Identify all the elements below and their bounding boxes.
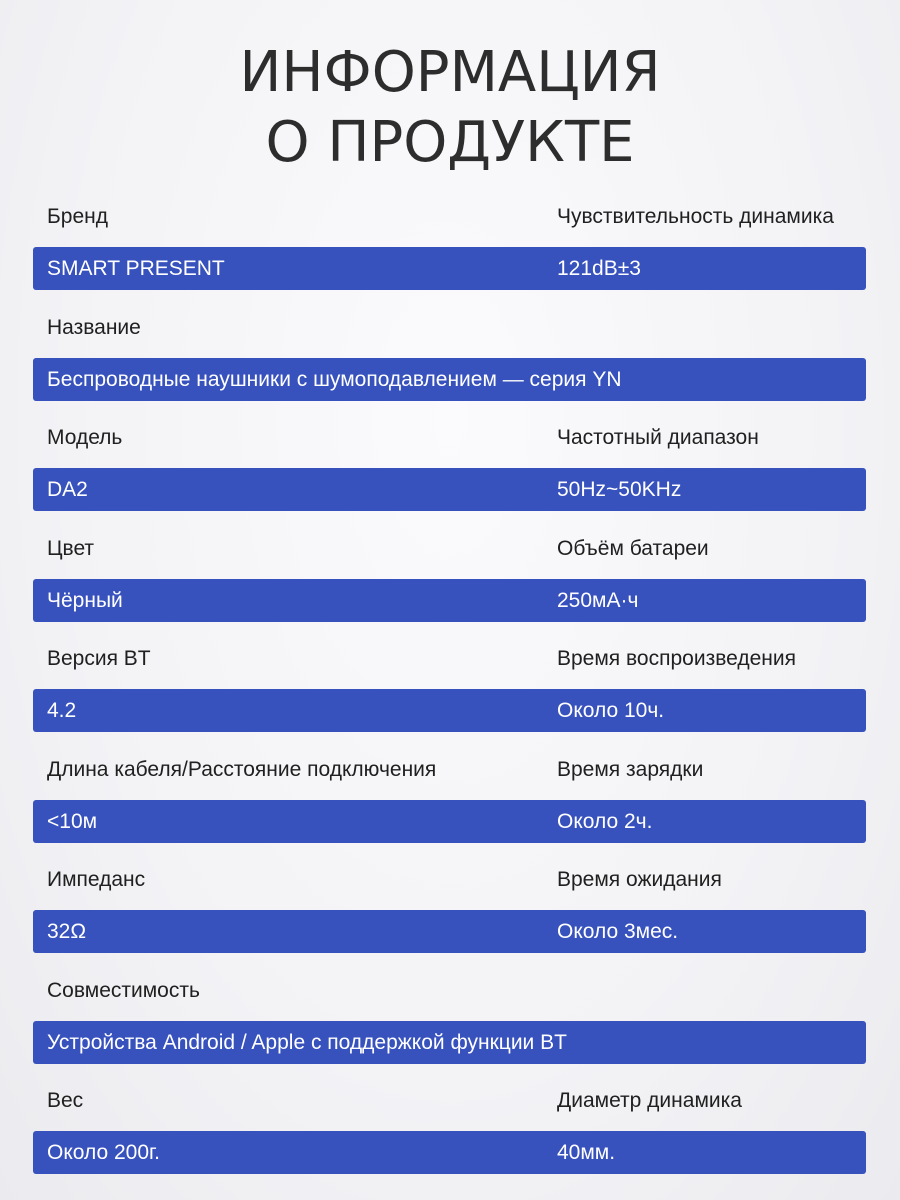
value-compatibility: Устройства Android / Apple с поддержкой функции BT (47, 1030, 567, 1054)
label-row (0, 1073, 900, 1129)
label-model: Модель (47, 426, 123, 449)
value-bar (33, 689, 866, 732)
value-range: <10м (47, 809, 98, 833)
value-sensitivity: 121dB±3 (557, 257, 641, 280)
spec-group-weight (0, 1073, 900, 1184)
value-impedance: 32Ω (47, 920, 87, 943)
value-frequency: 50Hz~50KHz (557, 478, 682, 501)
label-range: Длина кабеля/Расстояние подключения (47, 757, 437, 781)
value-play-time: Около 10ч. (557, 699, 665, 722)
label-row (0, 300, 900, 356)
label-row (0, 189, 900, 245)
label-row (0, 852, 900, 908)
value-charge-time: Около 2ч. (557, 809, 653, 833)
label-brand: Бренд (47, 205, 108, 228)
value-brand: SMART PRESENT (47, 257, 225, 280)
label-row (0, 631, 900, 687)
value-bt-version: 4.2 (47, 699, 77, 722)
label-color: Цвет (47, 536, 95, 560)
label-charge-time: Время зарядки (557, 757, 704, 781)
spec-group-range (0, 742, 900, 853)
value-name: Беспроводные наушники с шумоподавлением — серия YN (47, 367, 622, 391)
label-bt-version: Версия BT (47, 647, 151, 670)
value-driver-diameter: 40мм. (557, 1141, 616, 1164)
label-compatibility: Совместимость (47, 978, 200, 1002)
value-weight: Около 200г. (47, 1141, 160, 1164)
spec-group-bt-version (0, 631, 900, 742)
value-bar (33, 1021, 866, 1064)
value-battery: 250мА·ч (557, 588, 639, 612)
label-sensitivity: Чувствительность динамика (557, 205, 834, 228)
spec-table (0, 189, 900, 1184)
value-bar (33, 358, 866, 401)
value-model: DA2 (47, 478, 88, 501)
value-standby-time: Около 3мес. (557, 920, 679, 943)
value-bar (33, 468, 866, 511)
value-bar (33, 579, 866, 622)
label-row (0, 963, 900, 1019)
label-row (0, 521, 900, 577)
value-bar (33, 800, 866, 843)
label-standby-time: Время ожидания (557, 868, 722, 891)
label-row (0, 410, 900, 466)
spec-group-name (0, 300, 900, 411)
label-frequency: Частотный диапазон (557, 426, 759, 449)
value-bar (33, 910, 866, 953)
label-play-time: Время воспроизведения (557, 647, 796, 670)
label-row (0, 742, 900, 798)
value-color: Чёрный (47, 588, 123, 612)
spec-group-brand (0, 189, 900, 300)
spec-group-model (0, 410, 900, 521)
label-weight: Вес (47, 1089, 84, 1112)
label-driver-diameter: Диаметр динамика (557, 1089, 742, 1112)
spec-group-compatibility (0, 963, 900, 1074)
spec-group-impedance (0, 852, 900, 963)
label-battery: Объём батареи (557, 536, 709, 560)
spec-group-color (0, 521, 900, 632)
page-title-line-1: ИНФОРМАЦИЯ (239, 40, 661, 105)
value-bar (33, 247, 866, 290)
page-title (0, 38, 900, 178)
value-bar (33, 1131, 866, 1174)
page-title-line-2: О ПРОДУКТЕ (265, 110, 635, 175)
label-name: Название (47, 315, 141, 339)
label-impedance: Импеданс (47, 868, 146, 891)
